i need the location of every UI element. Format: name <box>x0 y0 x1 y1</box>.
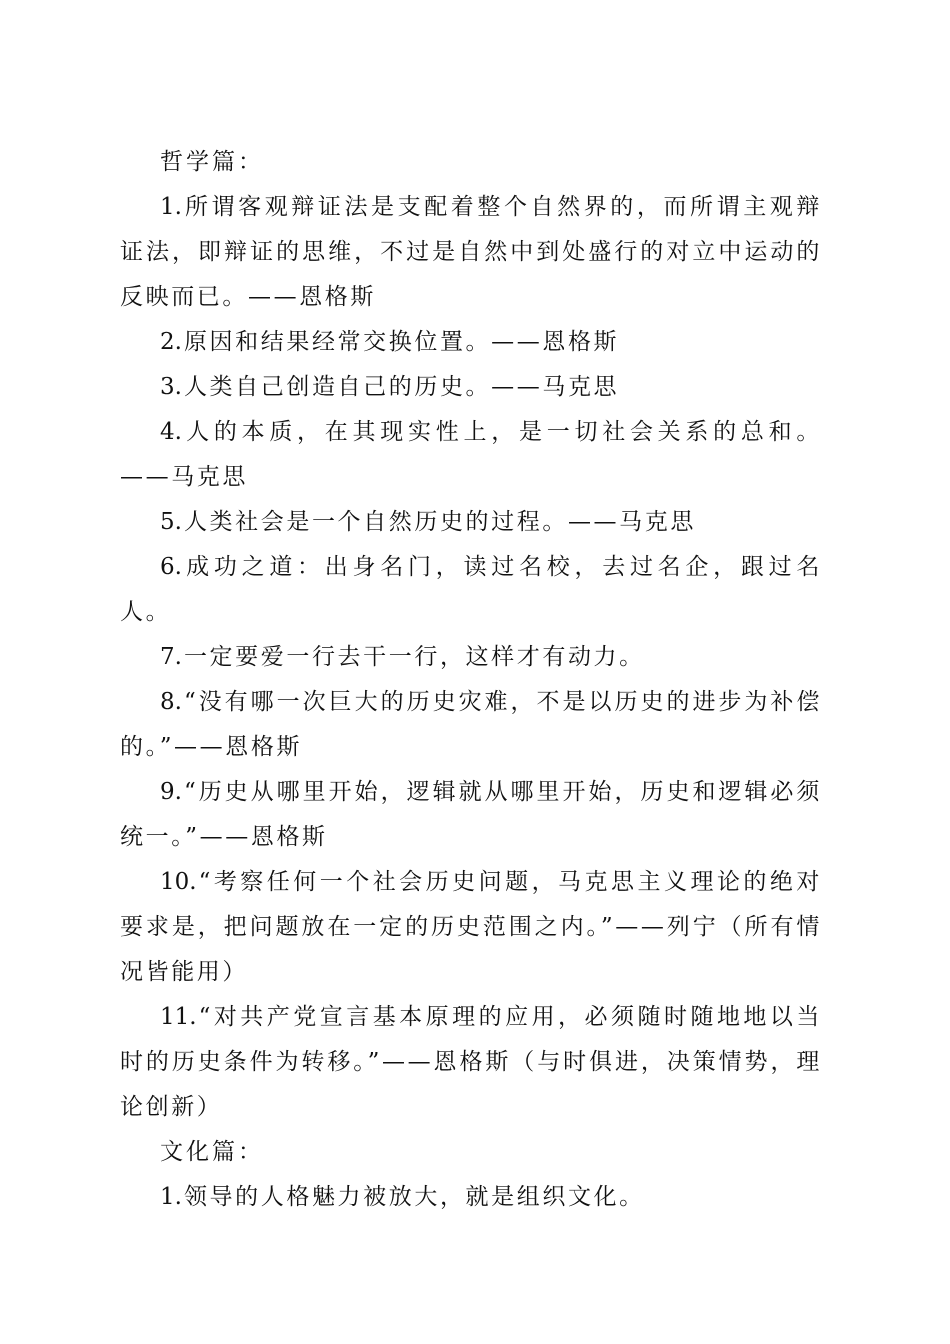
item-number: 10. <box>160 869 197 895</box>
item-number: 2. <box>160 329 182 355</box>
item-number: 11. <box>160 1004 197 1030</box>
item-text: “考察任何一个社会历史问题，马克思主义理论的绝对要求是，把问题放在一定的历史范围之内。”——列宁（所有情况皆能用） <box>120 869 822 985</box>
item-number: 6. <box>160 554 182 580</box>
document-page <box>120 140 822 1220</box>
item-text: 领导的人格魅力被放大，就是组织文化。 <box>183 1184 645 1210</box>
list-item <box>120 185 822 320</box>
list-item <box>120 410 822 500</box>
item-text: 所谓客观辩证法是支配着整个自然界的，而所谓主观辩证法，即辩证的思维，不过是自然中到处盛行的对立中运动的反映而已。——恩格斯 <box>120 194 822 310</box>
list-item <box>120 500 822 545</box>
item-number: 7. <box>160 644 182 670</box>
item-number: 1. <box>160 1184 182 1210</box>
list-item <box>120 365 822 410</box>
item-text: 原因和结果经常交换位置。——恩格斯 <box>183 329 620 355</box>
section-heading-culture: 文化篇： <box>160 1139 264 1165</box>
item-text: 成功之道：出身名门，读过名校，去过名企，跟过名人。 <box>120 554 822 625</box>
item-number: 1. <box>160 194 182 220</box>
item-text: 一定要爱一行去干一行，这样才有动力。 <box>183 644 645 670</box>
item-number: 4. <box>160 419 182 445</box>
section-heading-philosophy: 哲学篇： <box>160 149 264 175</box>
list-item <box>120 995 822 1130</box>
item-number: 3. <box>160 374 182 400</box>
list-item <box>120 680 822 770</box>
list-item <box>120 770 822 860</box>
item-text: “历史从哪里开始，逻辑就从哪里开始，历史和逻辑必须统一。”——恩格斯 <box>120 779 822 850</box>
list-item <box>120 1175 822 1220</box>
list-item <box>120 545 822 635</box>
item-text: 人的本质，在其现实性上，是一切社会关系的总和。——马克思 <box>120 419 822 490</box>
item-text: 人类社会是一个自然历史的过程。——马克思 <box>183 509 696 535</box>
item-number: 9. <box>160 779 182 805</box>
item-number: 8. <box>160 689 182 715</box>
list-item <box>120 635 822 680</box>
item-number: 5. <box>160 509 182 535</box>
item-text: 人类自己创造自己的历史。——马克思 <box>183 374 620 400</box>
list-item <box>120 320 822 365</box>
item-text: “对共产党宣言基本原理的应用，必须随时随地地以当时的历史条件为转移。”——恩格斯（与时俱进，决策情势，理论创新） <box>120 1004 822 1120</box>
item-text: “没有哪一次巨大的历史灾难，不是以历史的进步为补偿的。”——恩格斯 <box>120 689 822 760</box>
list-item <box>120 860 822 995</box>
